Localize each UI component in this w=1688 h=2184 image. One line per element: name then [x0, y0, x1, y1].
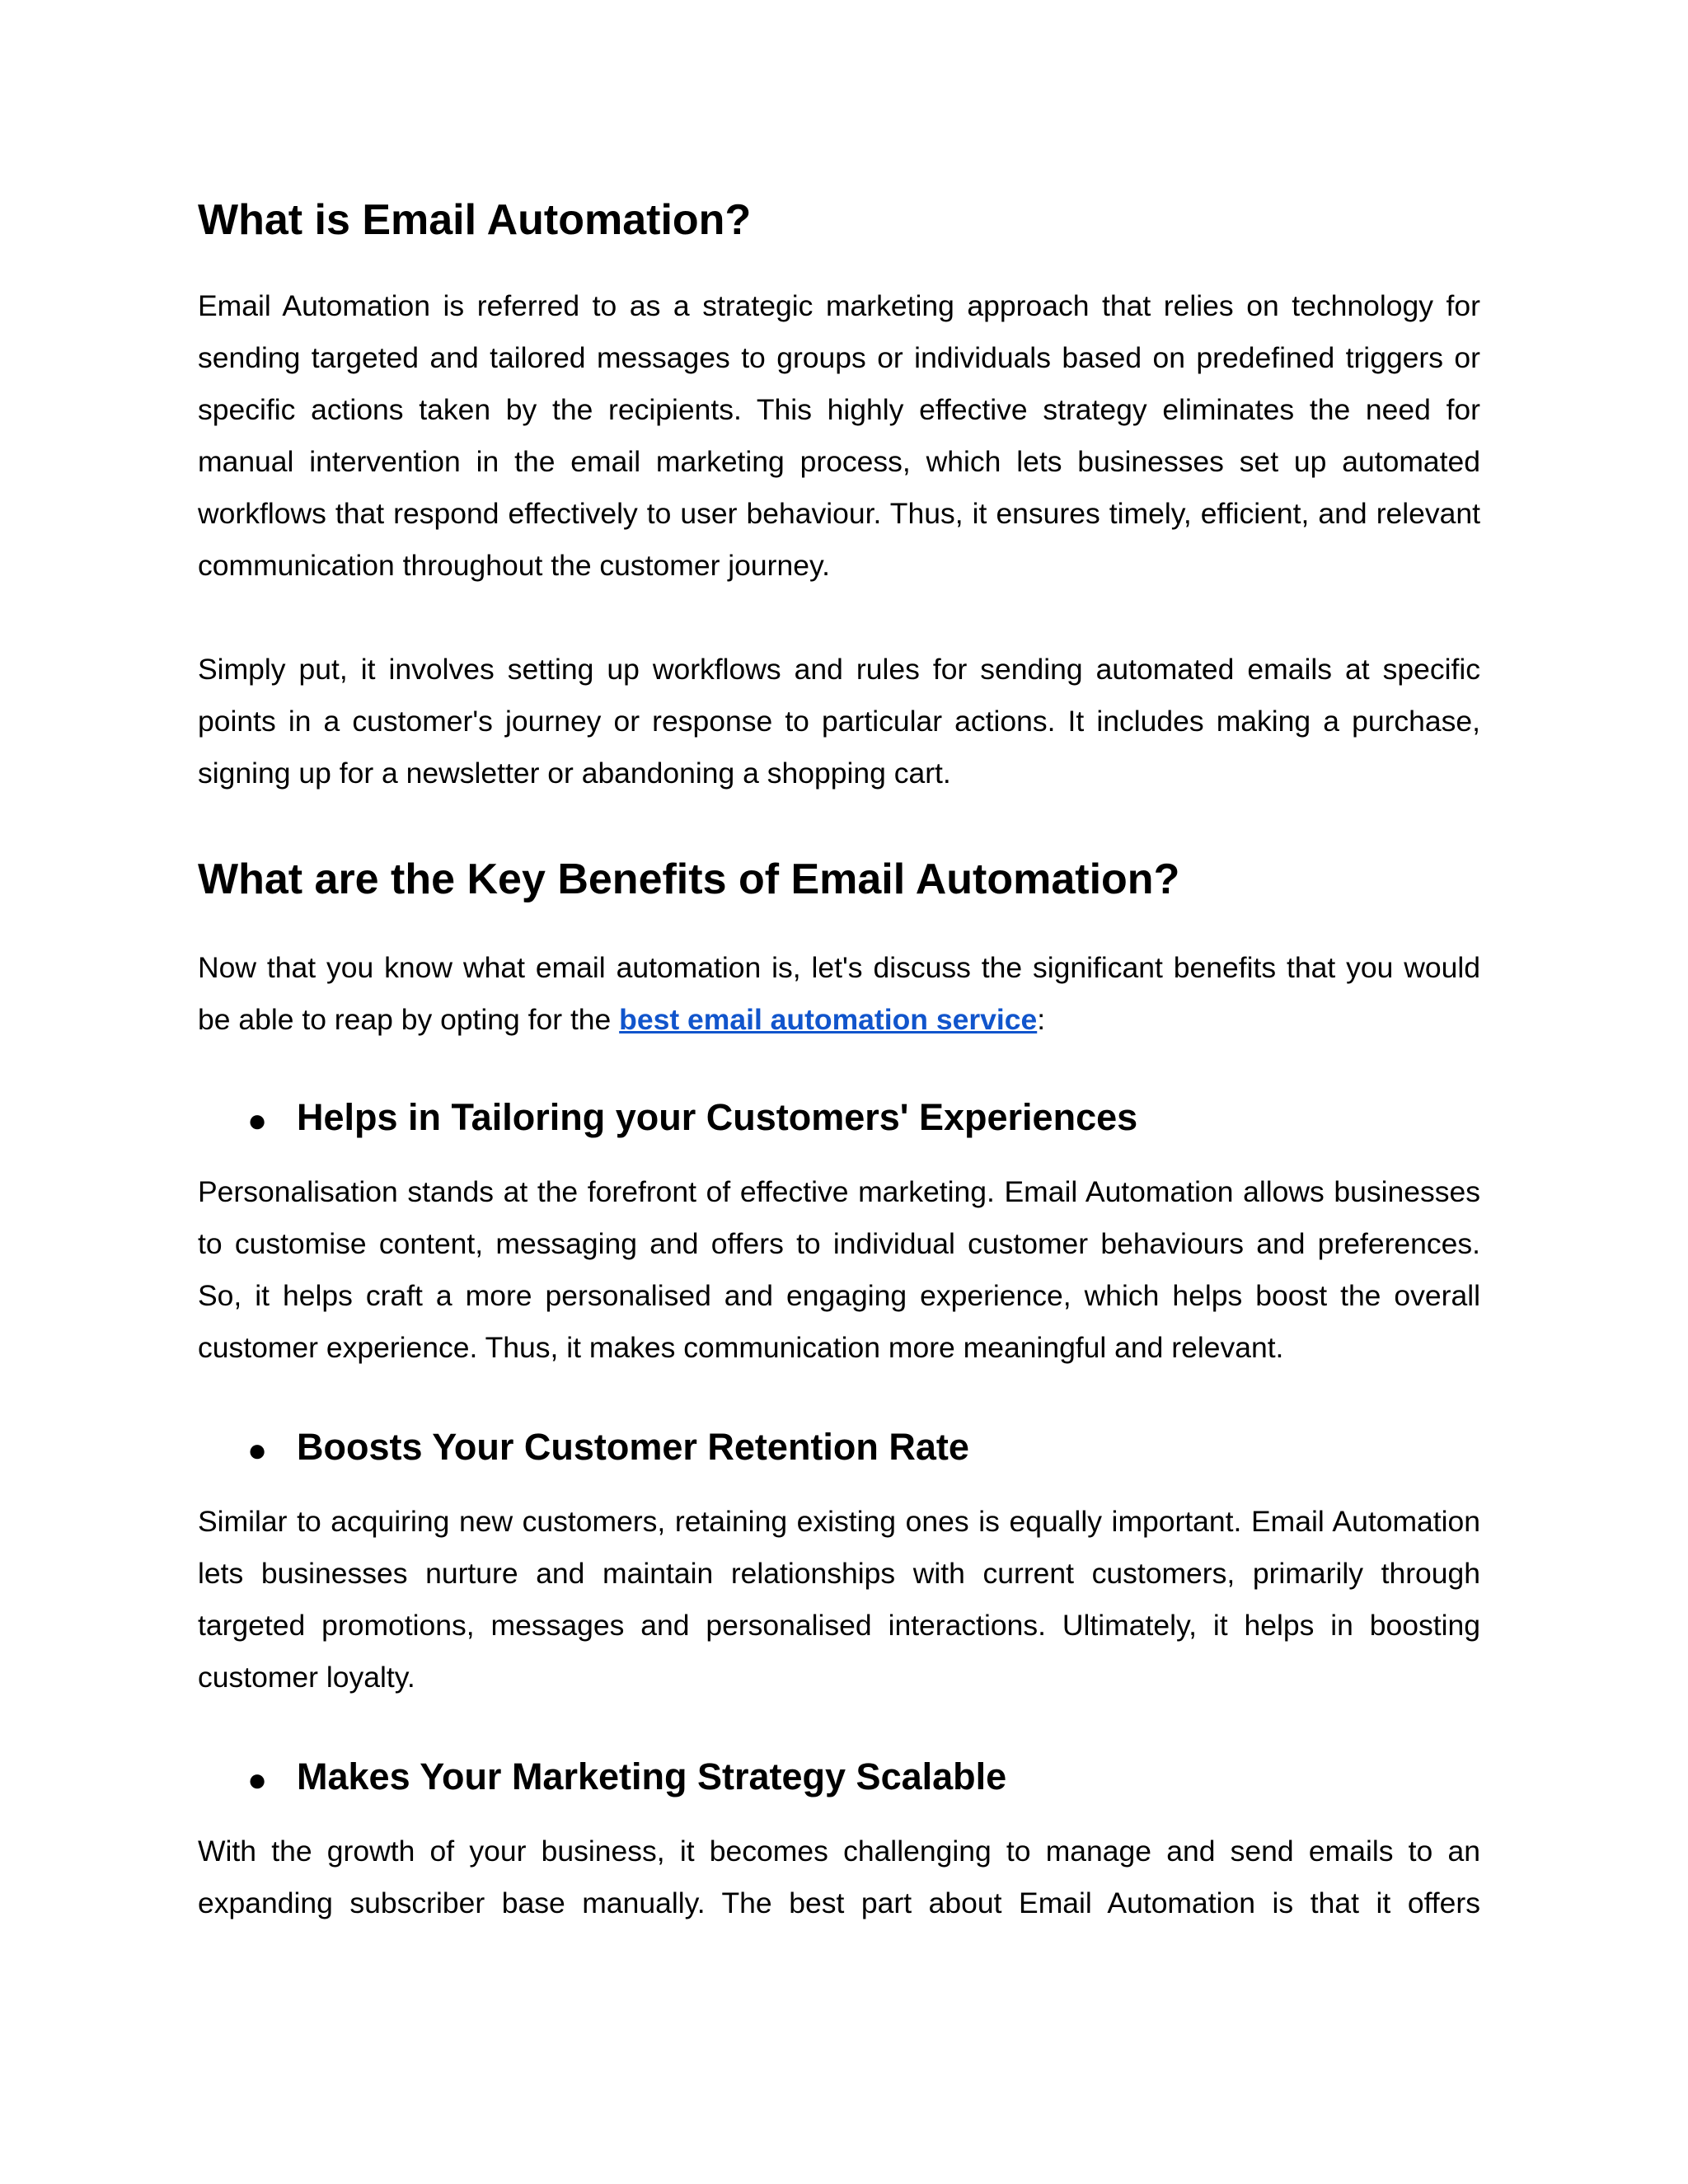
heading-benefit-tailoring: Helps in Tailoring your Customers' Experiences	[297, 1096, 1138, 1138]
paragraph-benefit-retention: Similar to acquiring new customers, retaining existing ones is equally important. Email Automation lets businesses nurture and maintain relationships with current customers, primarily through targeted promotions, messages and personalised interactions. Ultimately, it helps in boosting customer loyalty.	[198, 1505, 1480, 1694]
bullet-icon: ●	[247, 1432, 268, 1469]
intro-text: Now that you know what email automation is, let's discuss the significant benefits that you would be able to reap by opting for the	[198, 951, 1480, 1036]
heading-benefit-scalable: Makes Your Marketing Strategy Scalable	[297, 1755, 1007, 1797]
paragraph-benefit-tailoring: Personalisation stands at the forefront of effective marketing. Email Automation allows businesses to customise content, messaging and offers to individual customer behaviours and preferences. So, it helps craft a more personalised and engaging experience, which helps boost the overall customer experience. Thus, it makes communication more meaningful and relevant.	[198, 1175, 1480, 1364]
paragraph-intro-benefits	[198, 942, 1480, 1046]
paragraph-benefit-scalable: With the growth of your business, it becomes challenging to manage and send emails to an expanding subscriber base manually. The best part about Email Automation is that it offers	[198, 1835, 1480, 1919]
heading-what-is-email-automation: What is Email Automation?	[198, 196, 752, 244]
best-email-automation-service-link[interactable]: best email automation service	[619, 1003, 1038, 1036]
bullet-icon: ●	[247, 1103, 268, 1139]
heading-benefit-retention: Boosts Your Customer Retention Rate	[297, 1426, 969, 1468]
bullet-icon: ●	[247, 1762, 268, 1798]
paragraph-simply-put: Simply put, it involves setting up workflows and rules for sending automated emails at specific points in a customer's journey or response to particular actions. It includes making a purchase, signing up for a newsletter or abandoning a shopping cart.	[198, 653, 1480, 790]
paragraph-definition: Email Automation is referred to as a strategic marketing approach that relies on technology for sending targeted and tailored messages to groups or individuals based on predefined triggers or specific actions taken by the recipients. This highly effective strategy eliminates the need for manual intervention in the email marketing process, which lets businesses set up automated workflows that respond effectively to user behaviour. Thus, it ensures timely, efficient, and relevant communication throughout the customer journey.	[198, 289, 1480, 582]
intro-colon: :	[1037, 1003, 1046, 1036]
heading-key-benefits: What are the Key Benefits of Email Automation?	[198, 855, 1180, 903]
